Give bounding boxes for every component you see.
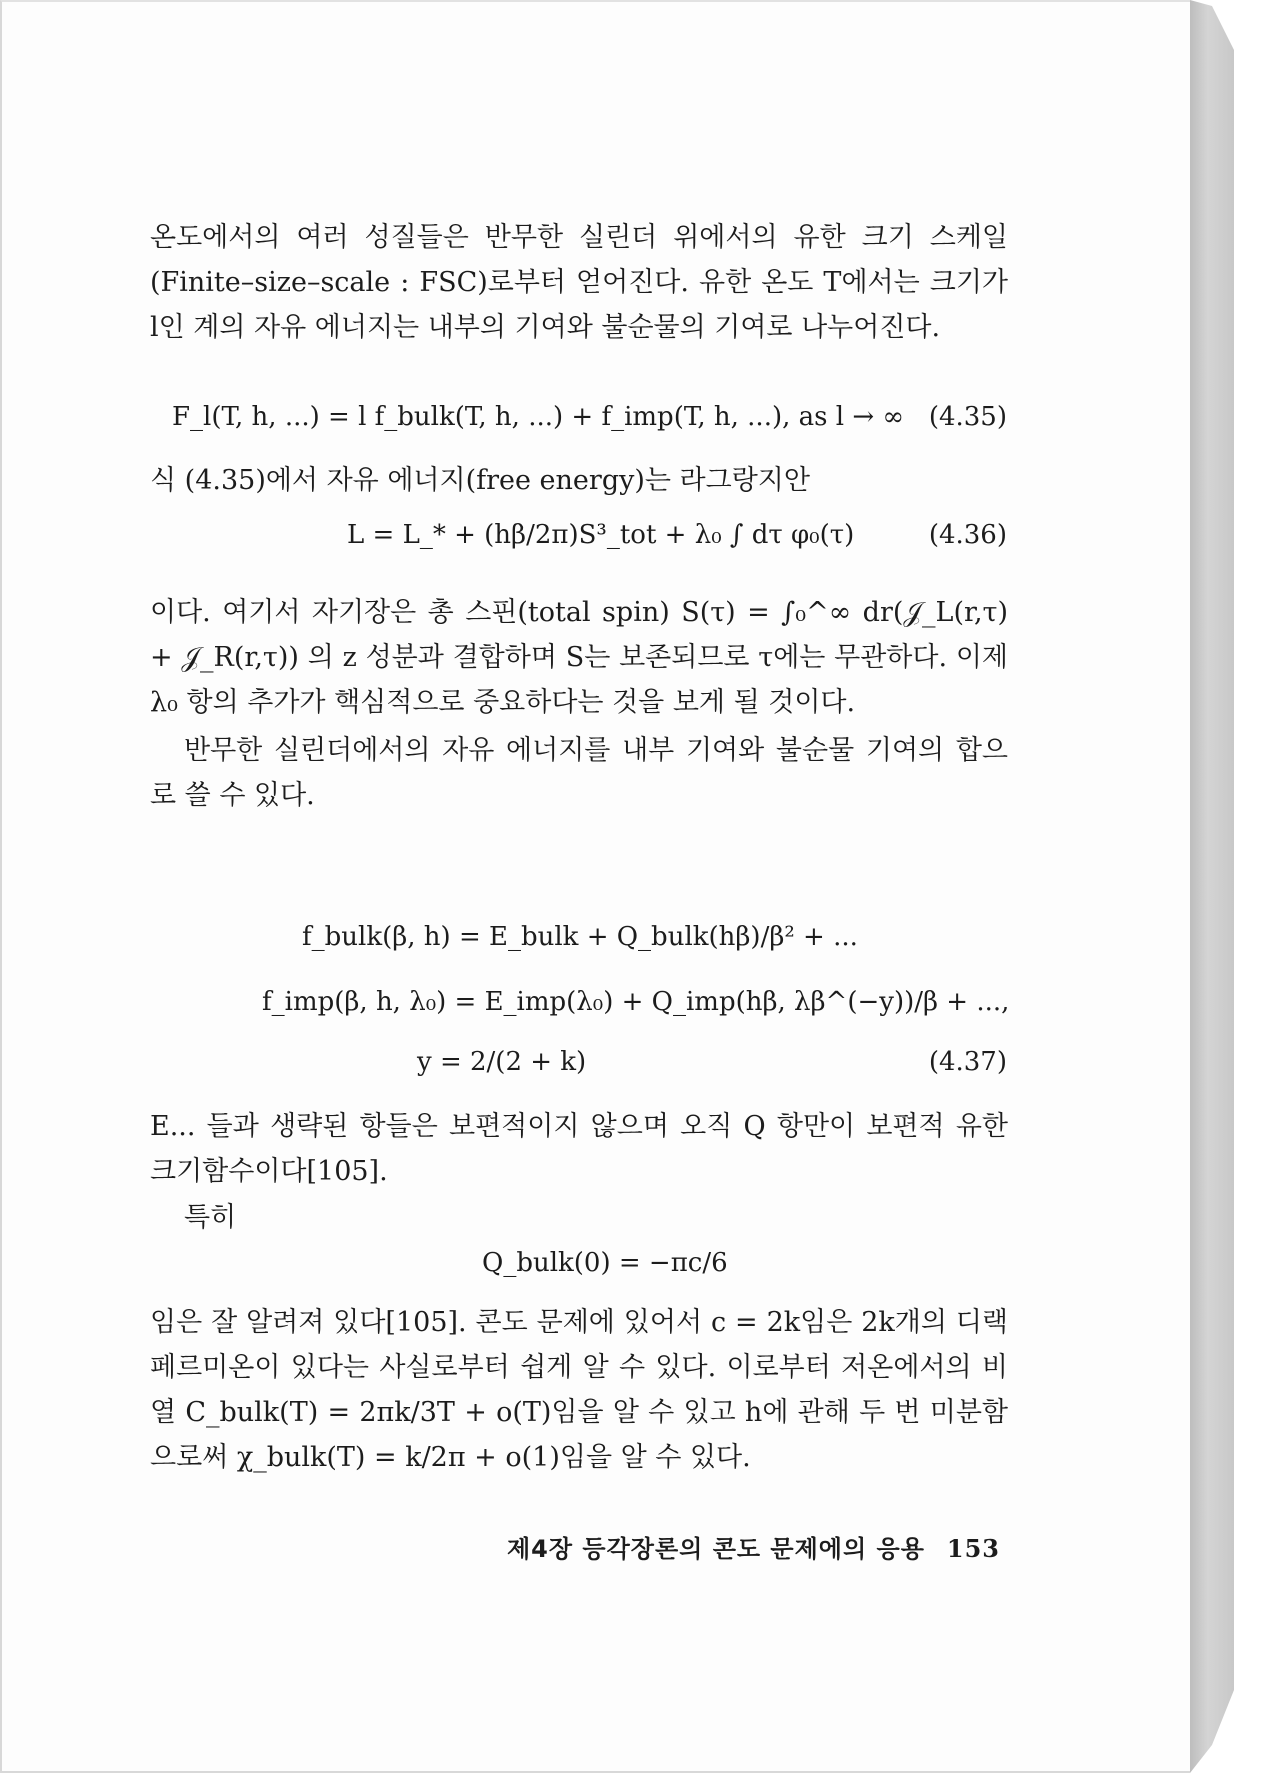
chapter-title: 제4장 등각장론의 콘도 문제에의 응용 (507, 1535, 925, 1563)
equation-4-37-imp: f_imp(β, h, λ₀) = E_imp(λ₀) + Q_imp(hβ, λβ^(−y))/β + ..., (262, 987, 1010, 1017)
page-edge (1190, 0, 1234, 1773)
running-footer (507, 1529, 1012, 1564)
equation-number-4-35: (4.35) (928, 402, 1007, 432)
equation-4-37-bulk: f_bulk(β, h) = E_bulk + Q_bulk(hβ)/β² + ... (302, 922, 858, 952)
paragraph-2: 식 (4.35)에서 자유 에너지(free energy)는 라그랑지안 (150, 465, 810, 496)
equation-4-36: L = L_* + (hβ/2π)S³_tot + λ₀ ∫ dτ φ₀(τ) (347, 520, 855, 550)
equation-number-4-37: (4.37) (928, 1047, 1007, 1077)
equation-q-bulk: Q_bulk(0) = −πc/6 (482, 1248, 728, 1278)
paragraph-1: 온도에서의 여러 성질들은 반무한 실린더 위에서의 유한 크기 스케일(Finite–size–scale : FSC)로부터 얻어진다. 유한 온도 T에서는 크기가 l인 계의 자유 에너지는 내부의 기여와 불순물의 기여로 나누어진다. (150, 222, 1008, 343)
paragraph-3: 이다. 여기서 자기장은 총 스핀(total spin) S(τ) = ∫₀^∞ dr(𝒥_L(r,τ) + 𝒥_R(r,τ)) 의 z 성분과 결합하며 S는 보존되므로 τ에는 무관하다. 이제 λ₀ 항의 추가가 핵심적으로 중요하다는 것을 보게 될 것이다. (150, 597, 1008, 718)
paragraph-6: 특히 (184, 1202, 237, 1233)
paragraph-4: 반무한 실린더에서의 자유 에너지를 내부 기여와 불순물 기여의 합으로 쓸 수 있다. (150, 735, 1008, 811)
paragraph-5: E... 들과 생략된 항들은 보편적이지 않으며 오직 Q 항만이 보편적 유한 크기함수이다[105]. (150, 1111, 1008, 1187)
equation-number-4-36: (4.36) (928, 520, 1007, 550)
equation-4-37-y: y = 2/(2 + k) (417, 1047, 587, 1077)
paragraph-7: 임은 잘 알려져 있다[105]. 콘도 문제에 있어서 c = 2k임은 2k개의 디랙 페르미온이 있다는 사실로부터 쉽게 알 수 있다. 이로부터 저온에서의 비열 C_bulk(T) = 2πk/3T + o(T)임을 알 수 있고 h에 관해 두 번 미분함으로써 χ_bulk(T) = k/2π + o(1)임을 알 수 있다. (150, 1307, 1008, 1473)
equation-4-35: F_l(T, h, ...) = l f_bulk(T, h, ...) + f_imp(T, h, ...), as l → ∞ (172, 402, 905, 432)
page-number: 153 (946, 1534, 1000, 1563)
